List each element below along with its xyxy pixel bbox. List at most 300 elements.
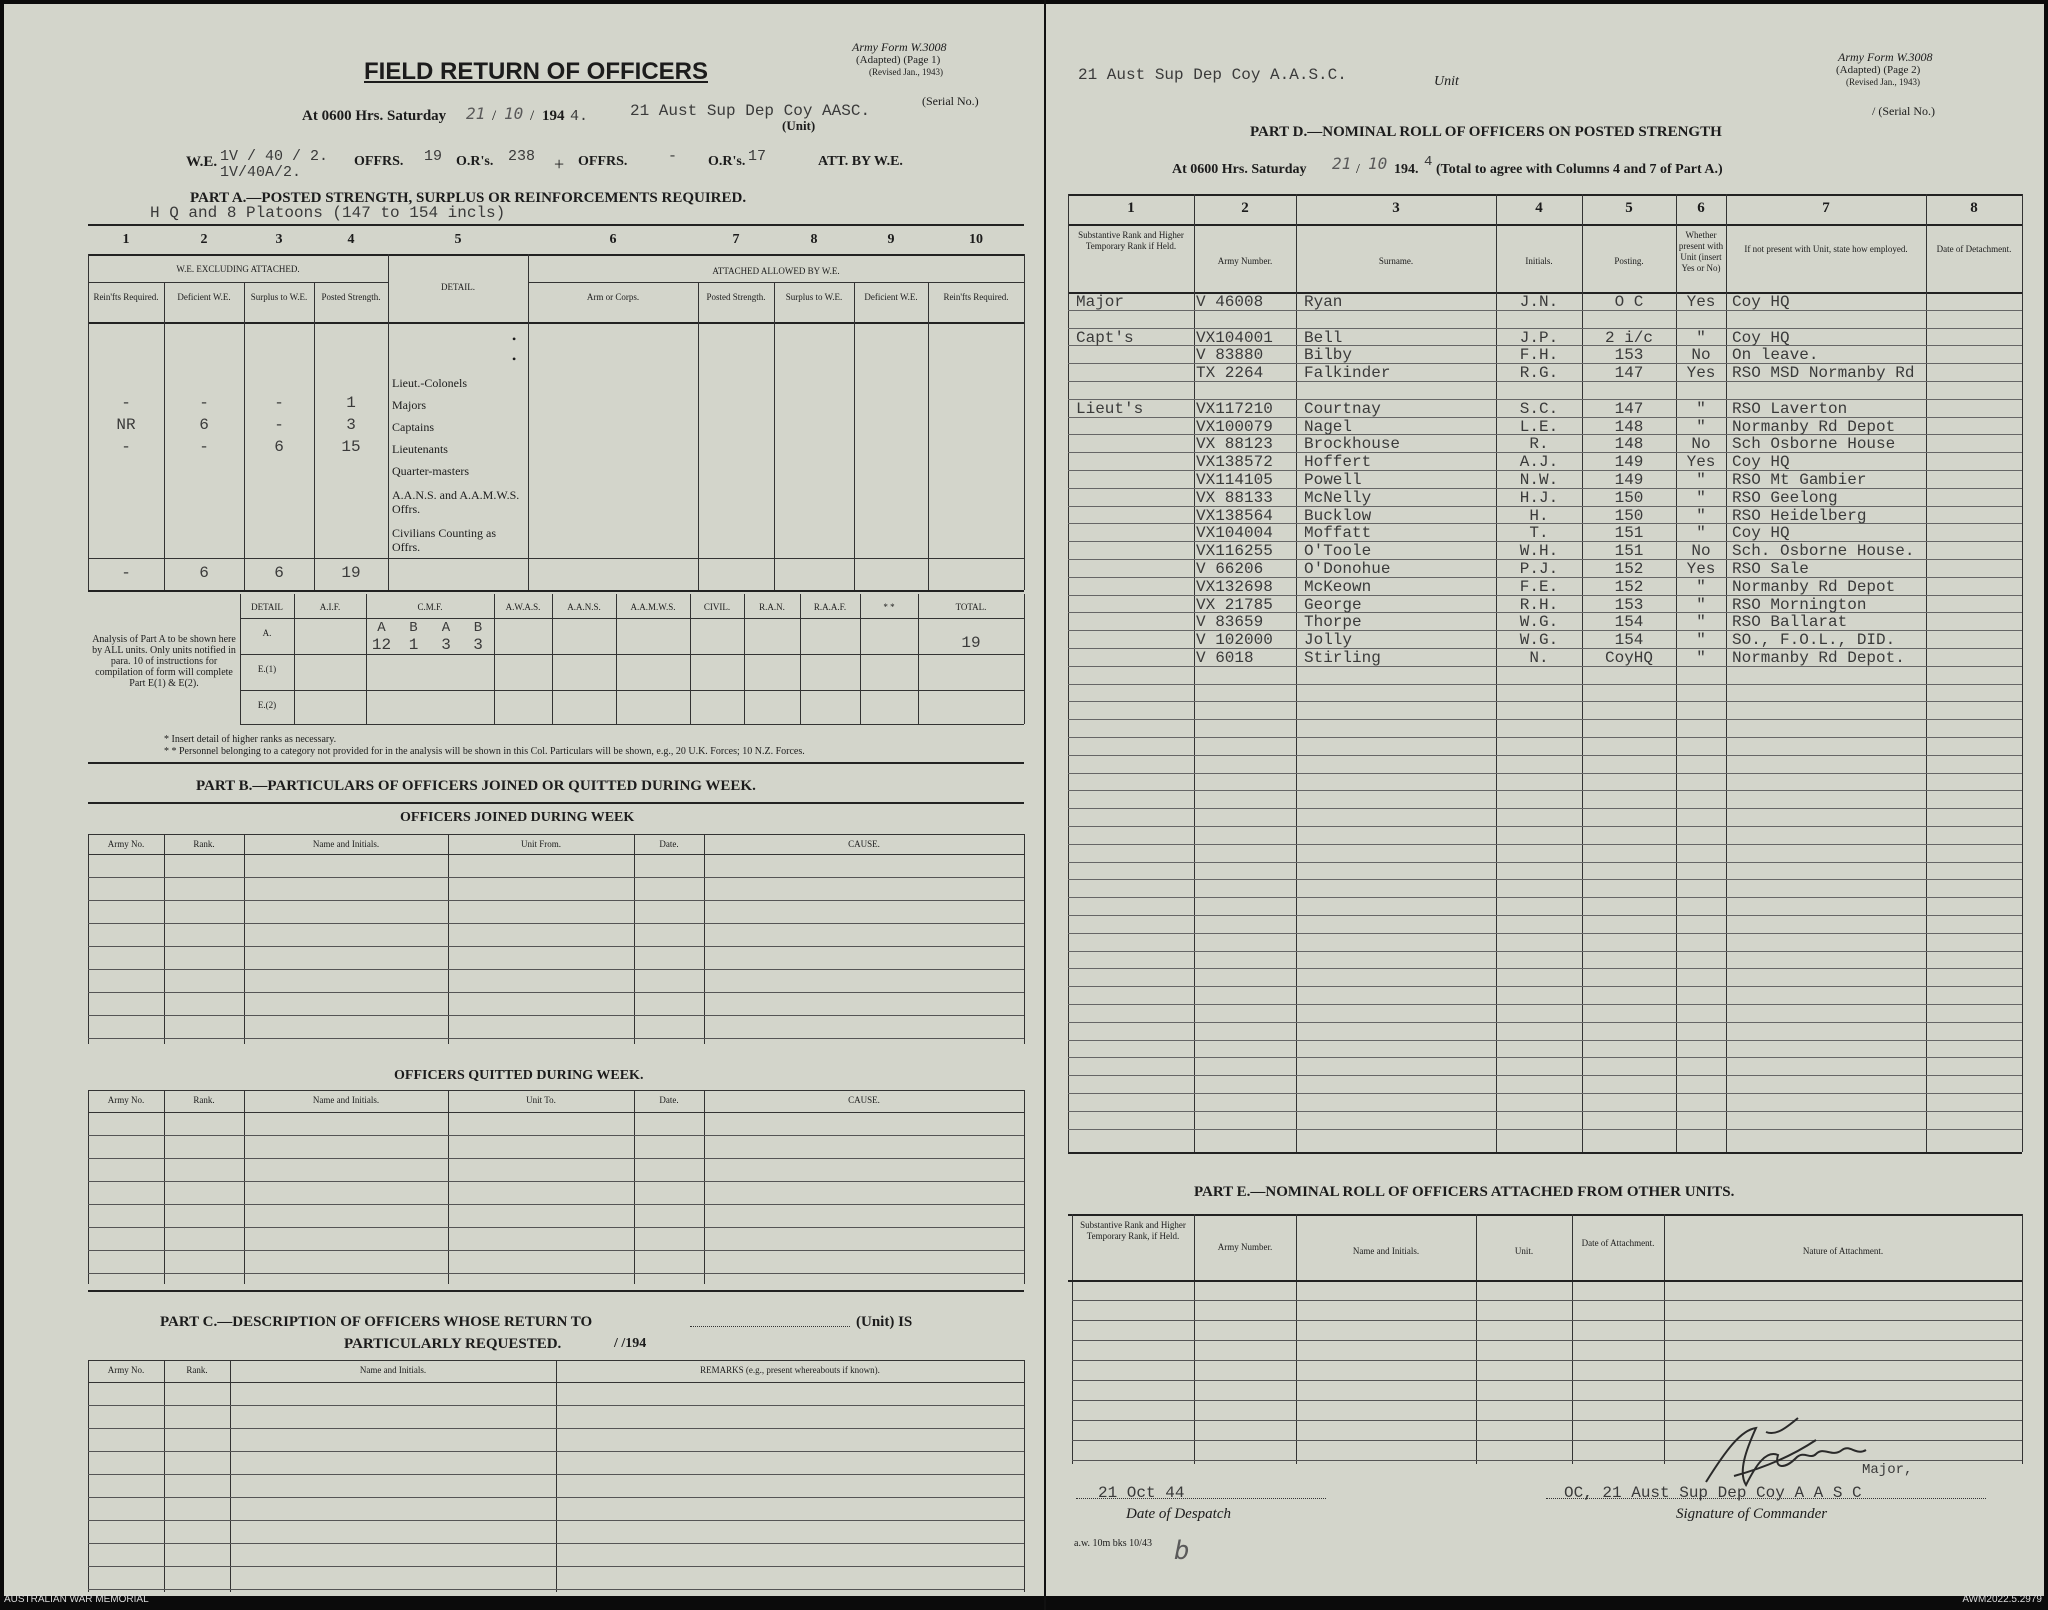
rank-value-1-c4: 1 bbox=[346, 394, 356, 412]
part-e-title: PART E.—NOMINAL ROLL OF OFFICERS ATTACHED FROM OTHER UNITS. bbox=[1194, 1184, 1735, 1200]
analysis-value-2: 3 bbox=[441, 636, 451, 654]
roll-init-14: W.H. bbox=[1519, 542, 1559, 560]
total-c2: 6 bbox=[199, 564, 209, 582]
form-line bbox=[1068, 719, 2022, 720]
att-label: ATT. BY W.E. bbox=[818, 154, 903, 169]
roll-no-3: V 83880 bbox=[1196, 346, 1264, 364]
roll-name-12: Bucklow bbox=[1304, 507, 1372, 525]
form-line bbox=[244, 834, 245, 1044]
part-c-title-1: PART C.—DESCRIPTION OF OFFICERS WHOSE RETURN TO bbox=[160, 1314, 593, 1330]
we-value-2: 1V/40A/2. bbox=[220, 164, 302, 181]
p2-col-number-5: 5 bbox=[1625, 200, 1633, 216]
form-line bbox=[1194, 194, 1195, 1152]
plus-sign: + bbox=[554, 154, 565, 174]
time-prefix-p2: At 0600 Hrs. Saturday bbox=[1172, 162, 1307, 177]
form-line bbox=[1068, 1075, 2022, 1076]
date-month-p2: 10 bbox=[1368, 154, 1388, 173]
we-excl-label: W.E. EXCLUDING ATTACHED. bbox=[176, 264, 300, 274]
roll-init-2: J.P. bbox=[1519, 329, 1559, 347]
roll-emp-7: Normanby Rd Depot bbox=[1732, 418, 1896, 436]
date-day: 21 bbox=[466, 104, 486, 123]
roll-name-11: McNelly bbox=[1304, 489, 1372, 507]
col-number-3: 3 bbox=[275, 232, 283, 247]
part-b-title: PART B.—PARTICULARS OF OFFICERS JOINED OR QUITTED DURING WEEK. bbox=[196, 778, 756, 794]
col-number-2: 2 bbox=[200, 232, 208, 247]
date-month: 10 bbox=[504, 104, 524, 123]
col-number-5: 5 bbox=[454, 232, 462, 247]
col-head-9: Rein'fts Required. bbox=[943, 292, 1009, 302]
roll-post-11: 150 bbox=[1614, 489, 1644, 507]
roll-no-13: VX104004 bbox=[1196, 524, 1273, 542]
roll-present-9: Yes bbox=[1686, 453, 1716, 471]
roll-name-9: Hoffert bbox=[1304, 453, 1372, 471]
form-line bbox=[552, 594, 553, 724]
ors-label-1: O.R's. bbox=[456, 154, 494, 169]
form-line bbox=[1068, 1093, 2022, 1094]
ors-label-2: O.R's. bbox=[708, 154, 746, 169]
roll-post-4: 147 bbox=[1614, 364, 1644, 382]
roll-no-4: TX 2264 bbox=[1196, 364, 1264, 382]
roll-name-2: Bell bbox=[1304, 329, 1343, 347]
analysis-head-0: DETAIL bbox=[251, 602, 283, 612]
form-line bbox=[88, 1360, 89, 1592]
form-line bbox=[164, 834, 165, 1044]
rank-value-3-c3: 6 bbox=[274, 438, 284, 456]
form-adapted-p2: (Adapted) (Page 2) bbox=[1836, 64, 1921, 76]
sign-label: Signature of Commander bbox=[1676, 1506, 1828, 1522]
we-label: W.E. bbox=[186, 154, 218, 170]
part-c-unit: (Unit) IS bbox=[856, 1314, 913, 1330]
p1-partc-head-1: Rank. bbox=[186, 1365, 208, 1375]
date-year-digit: 4. bbox=[570, 108, 589, 125]
roll-no-6: VX117210 bbox=[1196, 400, 1273, 418]
total-c4: 19 bbox=[341, 564, 361, 582]
form-line bbox=[1068, 897, 2022, 898]
unit-label: (Unit) bbox=[782, 118, 816, 133]
roll-post-15: 152 bbox=[1614, 560, 1644, 578]
roll-post-12: 150 bbox=[1614, 507, 1644, 525]
date-year-p2: 194. bbox=[1394, 162, 1419, 177]
unit-typed-p2: 21 Aust Sup Dep Coy A.A.S.C. bbox=[1078, 66, 1347, 84]
form-line bbox=[1476, 1214, 1477, 1464]
analysis-head-3: A.W.A.S. bbox=[505, 602, 541, 612]
roll-present-17: " bbox=[1696, 596, 1706, 614]
joined-title: OFFICERS JOINED DURING WEEK bbox=[400, 810, 635, 825]
despatch-date: 21 Oct 44 bbox=[1098, 1484, 1185, 1502]
roll-no-19: V 102000 bbox=[1196, 631, 1273, 649]
col-head-2: Deficient W.E. bbox=[177, 292, 231, 302]
form-line bbox=[1664, 1214, 1665, 1464]
roll-no-14: VX116255 bbox=[1196, 542, 1273, 560]
p2-col-number-2: 2 bbox=[1241, 200, 1249, 216]
form-page-2: 21 Aust Sup Dep Coy A.A.S.C. Unit Army Form W.3008 (Adapted) (Page 2) (Revised Jan., 1943) / (Serial No.) PART D.—NOMINAL ROLL OF OFFICERS ON POSTED STRENGTH At 0600 Hrs. Saturday 21 / 10 194. 4 (Total to agree with Columns 4 and 7 of Part A.) 1 2 3 4 5 6 7 8 Substantive Rank and Higher Temporary Rank if Held. Army Number. Surname. Initials. Posting. Whether present with Unit (insert Yes or No) If not present with Unit, state how employed. Date of Detachment. Major V 46008 Ryan J.N. O C Yes Coy HQ Capt's VX104001 Bell J.P. 2 i/c " Coy HQ V 83880 Bilby F.H. 153 No On leave. TX 2264 Falkinder R.G. 147 Yes RSO MSD Normanby Rd Lieut's VX117210 Courtnay S.C. 147 " RSO Laverton VX100079 Nagel L.E. 148 " Normanby Rd Depot VX 88123 Brockhouse R. 148 No Sch Osborne House VX138572 Hoffert A.J. 149 Yes Coy HQ VX114105 Powell N.W. 149 " RSO Mt Gambier VX 88133 McNelly H.J. 150 " RSO Geelong VX138564 Bucklow H. 150 " RSO Heidelberg VX104004 Moffatt T. 151 " Coy HQ VX116255 O'Toole W.H. 151 No Sch. Osborne House. V 66206 O'Donohue P.J. 152 Yes RSO Sale VX132698 McKeown F.E. 152 " Normanby Rd Depot VX 21785 George R.H. 153 " RSO Mornington V 83659 Thorpe W.G. 154 " RSO Ballarat V 102000 Jolly W.G. 154 " SO., F.O.L., DID. V 6018 Stirling N. CoyHQ " Normanby Rd Depot. PART E.—NOMINAL ROLL OF OFFICERS ATTACHED FROM OTHER UNITS. Substantive Rank and Higher Temporary Rank, if Held. Army Number. Name and Initials. Unit. Date of Attachment. Nature of Attachment. 21 Oct 44 Date of Despatch Major, OC, 21 Aust Sup Dep Coy A A S C Signature of Commander a.w. 10m bks 10/43 b bbox=[1046, 4, 2044, 1596]
roll-emp-4: RSO MSD Normanby Rd bbox=[1732, 364, 1915, 382]
form-line bbox=[88, 1250, 1024, 1251]
col-head-4: Posted Strength. bbox=[321, 292, 381, 302]
detail-label: DETAIL. bbox=[440, 282, 476, 292]
form-revised-p2: (Revised Jan., 1943) bbox=[1846, 77, 1920, 87]
roll-no-20: V 6018 bbox=[1196, 649, 1254, 667]
roll-no-7: VX100079 bbox=[1196, 418, 1273, 436]
form-line bbox=[1726, 194, 1727, 1152]
roll-post-17: 153 bbox=[1614, 596, 1644, 614]
footer-left: AUSTRALIAN WAR MEMORIAL bbox=[4, 1594, 149, 1605]
form-line bbox=[1068, 684, 2022, 685]
roll-name-18: Thorpe bbox=[1304, 613, 1362, 631]
rank-value-3-c4: 15 bbox=[341, 438, 361, 456]
form-line bbox=[88, 946, 1024, 947]
rank-label-2: Captains bbox=[392, 420, 434, 434]
roll-init-16: F.E. bbox=[1519, 578, 1559, 596]
form-line bbox=[88, 1451, 1024, 1452]
part-c-date: / /194 bbox=[614, 1336, 647, 1351]
p1-partc-head-3: REMARKS (e.g., present whereabouts if known). bbox=[700, 1365, 880, 1375]
p1-joined-head-2: Name and Initials. bbox=[312, 839, 380, 849]
form-line bbox=[1024, 834, 1025, 1044]
form-line bbox=[88, 1520, 1024, 1521]
form-line bbox=[88, 992, 1024, 993]
roll-present-18: " bbox=[1696, 613, 1706, 631]
analysis-value-3: 3 bbox=[473, 636, 483, 654]
roll-name-8: Brockhouse bbox=[1304, 435, 1401, 453]
p2-col-number-7: 7 bbox=[1822, 200, 1830, 216]
form-line bbox=[1068, 1040, 2022, 1041]
roll-present-10: " bbox=[1696, 471, 1706, 489]
form-line bbox=[1068, 773, 2022, 774]
p2-col-head-1: Substantive Rank and Higher Temporary Rank if Held. bbox=[1078, 230, 1184, 251]
date-digit-p2: 4 bbox=[1424, 154, 1433, 170]
form-line bbox=[294, 594, 295, 724]
roll-present-15: Yes bbox=[1686, 560, 1716, 578]
form-title: FIELD RETURN OF OFFICERS bbox=[364, 58, 708, 85]
roll-init-6: S.C. bbox=[1519, 400, 1559, 418]
analysis-head-7: R.A.N. bbox=[759, 602, 785, 612]
sign-rank: Major, bbox=[1862, 1462, 1913, 1478]
form-page-1: FIELD RETURN OF OFFICERS Army Form W.3008 (Adapted) (Page 1) (Revised Jan., 1943) (Serial No.) At 0600 Hrs. Saturday 21 / 10 / 194 4. 21 Aust Sup Dep Coy AASC. (Unit) W.E. 1V / 40 / 2. 1V/40A/2. OFFRS. 19 O.R's. 238 + OFFRS. - O.R's. 17 ATT. BY W.E. PART A.—POSTED STRENGTH, SURPLUS OR REINFORCEMENTS REQUIRED. H Q and 8 Platoons (147 to 154 incls) 1 2 3 4 5 6 7 8 9 10 W.E. EXCLUDING ATTACHED. DETAIL. ATTACHED ALLOWED BY W.E. Rein'fts Required. Deficient W.E. Surplus to W.E. Posted Strength. Arm or Corps. Posted Strength. Surplus to W.E. Deficient W.E. Rein'fts Required. Lieut.-Colonels Majors Captains Lieutenants Quarter-masters A.A.N.S. and A.A.M.W.S. Offrs. Civilians Counting as Offrs. • • - - - 1 NR 6 - 3 - - 6 15 - 6 6 19 Analysis of Part A to be shown here by ALL units. Only units notified in para. 10 of instructions for compilation of form will complete Part E(1) & E(2). DETAIL A.I.F. C.M.F. A.W.A.S. A.A.N.S. A.A.M.W.S. CIVIL. R.A.N. R.A.A.F. * * TOTAL. A. E.(1) E.(2) A 12 B 1 A 3 B 3 19 * Insert detail of higher ranks as necessary. * * Personnel belonging to a category not provided for in the analysis will be shown in this Col. Particulars will be shown, e.g., 20 U.K. Forces; 10 N.Z. Forces. PART B.—PARTICULARS OF OFFICERS JOINED OR QUITTED DURING WEEK. OFFICERS JOINED DURING WEEK Army No. Rank. Name and Initials. Unit From. Date. CAUSE. OFFICERS QUITTED DURING WEEK. Army No. Rank. Name and Initials. Unit To. Date. CAUSE. PART C.—DESCRIPTION OF OFFICERS WHOSE RETURN TO (Unit) IS PARTICULARLY REQUESTED. / /194 Army No. Rank. Name and Initials. REMARKS (e.g., present whereabouts if known). bbox=[4, 4, 1044, 1596]
roll-post-2: 2 i/c bbox=[1604, 329, 1653, 347]
form-line bbox=[1926, 194, 1927, 1152]
form-line bbox=[88, 1589, 1024, 1590]
roll-emp-17: RSO Mornington bbox=[1732, 596, 1867, 614]
p2-col-number-8: 8 bbox=[1970, 200, 1978, 216]
analysis-total: 19 bbox=[961, 634, 981, 652]
total-c1: - bbox=[121, 564, 131, 582]
part-e-head-4: Date of Attachment. bbox=[1581, 1238, 1655, 1248]
form-line bbox=[88, 1090, 89, 1284]
form-line bbox=[800, 594, 801, 724]
roll-present-4: Yes bbox=[1686, 364, 1716, 382]
roll-present-19: " bbox=[1696, 631, 1706, 649]
p2-col-head-7: If not present with Unit, state how employed. bbox=[1744, 244, 1908, 254]
roll-name-19: Jolly bbox=[1304, 631, 1353, 649]
roll-emp-8: Sch Osborne House bbox=[1732, 435, 1896, 453]
form-line bbox=[1068, 986, 2022, 987]
rank-label-6: Civilians Counting as Offrs. bbox=[392, 526, 497, 554]
roll-post-7: 148 bbox=[1614, 418, 1644, 436]
roll-name-20: Stirling bbox=[1304, 649, 1381, 667]
despatch-label: Date of Despatch bbox=[1126, 1506, 1231, 1522]
form-line bbox=[88, 1158, 1024, 1159]
roll-rank-0: Major bbox=[1076, 293, 1125, 311]
analysis-row-1: E.(1) bbox=[257, 664, 277, 674]
analysis-head-10: TOTAL. bbox=[955, 602, 987, 612]
form-line bbox=[366, 594, 367, 724]
roll-name-17: George bbox=[1304, 596, 1362, 614]
roll-no-16: VX132698 bbox=[1196, 578, 1273, 596]
form-line bbox=[1068, 879, 2022, 880]
p1-quitted-head-4: Date. bbox=[659, 1095, 679, 1105]
roll-name-3: Bilby bbox=[1304, 346, 1353, 364]
form-line bbox=[88, 1015, 1024, 1016]
form-line bbox=[88, 877, 1024, 878]
form-line bbox=[448, 834, 449, 1044]
roll-present-12: " bbox=[1696, 507, 1706, 525]
col-head-7: Surplus to W.E. bbox=[785, 292, 843, 302]
roll-name-14: O'Toole bbox=[1304, 542, 1372, 560]
roll-init-0: J.N. bbox=[1519, 293, 1559, 311]
roll-name-10: Powell bbox=[1304, 471, 1362, 489]
roll-init-19: W.G. bbox=[1519, 631, 1559, 649]
form-line bbox=[1068, 844, 2022, 845]
roll-post-20: CoyHQ bbox=[1604, 649, 1653, 667]
roll-name-6: Courtnay bbox=[1304, 400, 1381, 418]
form-line bbox=[1068, 808, 2022, 809]
p1-quitted-head-3: Unit To. bbox=[526, 1095, 556, 1105]
part-e-head-3: Unit. bbox=[1514, 1246, 1534, 1256]
form-line bbox=[88, 1474, 1024, 1475]
roll-emp-9: Coy HQ bbox=[1732, 453, 1790, 471]
roll-emp-6: RSO Laverton bbox=[1732, 400, 1848, 418]
roll-emp-11: RSO Geelong bbox=[1732, 489, 1838, 507]
p1-quitted-head-1: Rank. bbox=[193, 1095, 215, 1105]
footnote-1: * Insert detail of higher ranks as necessary. bbox=[164, 734, 337, 745]
analysis-head-6: CIVIL. bbox=[703, 602, 731, 612]
roll-present-13: " bbox=[1696, 524, 1706, 542]
form-line bbox=[1072, 1320, 2022, 1321]
form-line bbox=[1194, 1214, 1195, 1464]
offrs-value-1: 19 bbox=[424, 148, 443, 165]
form-line bbox=[1296, 194, 1297, 1152]
form-line bbox=[1068, 1111, 2022, 1112]
roll-post-9: 149 bbox=[1614, 453, 1644, 471]
form-line bbox=[1572, 1214, 1573, 1464]
col-number-6: 6 bbox=[609, 232, 617, 247]
p1-joined-head-5: CAUSE. bbox=[848, 839, 880, 849]
roll-name-7: Nagel bbox=[1304, 418, 1353, 436]
roll-post-14: 151 bbox=[1614, 542, 1644, 560]
roll-present-11: " bbox=[1696, 489, 1706, 507]
p2-col-number-3: 3 bbox=[1392, 200, 1400, 216]
roll-no-10: VX114105 bbox=[1196, 471, 1273, 489]
roll-init-17: R.H. bbox=[1519, 596, 1559, 614]
rank-label-4: Quarter-masters bbox=[392, 464, 470, 478]
roll-name-15: O'Donohue bbox=[1304, 560, 1391, 578]
date-year: 194 bbox=[542, 108, 565, 124]
total-c3: 6 bbox=[274, 564, 284, 582]
roll-emp-18: RSO Ballarat bbox=[1732, 613, 1848, 631]
rank-value-1-c2: - bbox=[199, 394, 209, 412]
roll-present-20: " bbox=[1696, 649, 1706, 667]
roll-name-4: Falkinder bbox=[1304, 364, 1391, 382]
offrs-value-2: - bbox=[668, 148, 678, 165]
roll-post-8: 148 bbox=[1614, 435, 1644, 453]
p1-quitted-head-2: Name and Initials. bbox=[312, 1095, 380, 1105]
rank-value-2-c4: 3 bbox=[346, 416, 356, 434]
roll-init-13: T. bbox=[1529, 524, 1549, 542]
form-revised: (Revised Jan., 1943) bbox=[869, 67, 943, 77]
total-note: (Total to agree with Columns 4 and 7 of Part A.) bbox=[1436, 162, 1723, 177]
roll-init-3: F.H. bbox=[1519, 346, 1559, 364]
roll-init-9: A.J. bbox=[1519, 453, 1559, 471]
sign-unit: OC, 21 Aust Sup Dep Coy A A S C bbox=[1564, 1484, 1862, 1502]
form-id-p2: Army Form W.3008 bbox=[1838, 50, 1933, 64]
offrs-label-2: OFFRS. bbox=[578, 154, 628, 169]
roll-present-8: No bbox=[1691, 435, 1711, 453]
rank-value-3-c2: - bbox=[199, 438, 209, 456]
form-line bbox=[164, 1090, 165, 1284]
form-line bbox=[88, 900, 1024, 901]
col-number-7: 7 bbox=[732, 232, 740, 247]
rank-label-5: A.A.N.S. and A.A.M.W.S. Offrs. bbox=[392, 488, 520, 516]
form-line bbox=[230, 1360, 231, 1592]
footer-right: AWM2022.5.2979 bbox=[1962, 1594, 2042, 1605]
roll-post-16: 152 bbox=[1614, 578, 1644, 596]
form-line bbox=[1072, 1214, 1073, 1464]
form-line bbox=[1068, 862, 2022, 863]
roll-rank-6: Lieut's bbox=[1076, 400, 1144, 418]
we-value-1: 1V / 40 / 2. bbox=[220, 148, 329, 165]
roll-emp-20: Normanby Rd Depot. bbox=[1732, 649, 1905, 667]
form-line bbox=[634, 834, 635, 1044]
roll-name-16: McKeown bbox=[1304, 578, 1372, 596]
analysis-note: Analysis of Part A to be shown here by ALL units. Only units notified in para. 10 of instructions for compilation of form will complete Part E(1) & E(2). bbox=[92, 634, 236, 689]
form-line bbox=[2022, 194, 2023, 1152]
form-line bbox=[1068, 194, 1069, 1152]
roll-init-8: R. bbox=[1529, 435, 1549, 453]
p2-col-number-1: 1 bbox=[1127, 200, 1135, 216]
time-prefix: At 0600 Hrs. Saturday bbox=[302, 108, 447, 124]
form-line bbox=[1072, 1300, 2022, 1301]
analysis-value-1: 1 bbox=[408, 636, 419, 654]
form-line bbox=[164, 1360, 165, 1592]
roll-no-12: VX138564 bbox=[1196, 507, 1273, 525]
form-line bbox=[1068, 1057, 2022, 1058]
roll-no-15: V 66206 bbox=[1196, 560, 1264, 578]
p1-joined-head-4: Date. bbox=[659, 839, 679, 849]
part-e-head-5: Nature of Attachment. bbox=[1802, 1246, 1884, 1256]
p2-col-head-8: Date of Detachment. bbox=[1936, 244, 2012, 254]
rank-value-2-c1: NR bbox=[116, 416, 136, 434]
roll-post-13: 151 bbox=[1614, 524, 1644, 542]
form-line bbox=[1024, 1090, 1025, 1284]
form-line bbox=[88, 1273, 1024, 1274]
unit-label-p2: Unit bbox=[1434, 74, 1459, 89]
form-line bbox=[1068, 951, 2022, 952]
rank-value-2-c3: - bbox=[274, 416, 284, 434]
roll-emp-2: Coy HQ bbox=[1732, 329, 1790, 347]
form-line bbox=[1068, 1129, 2022, 1130]
p2-col-head-6: Whether present with Unit (insert Yes or No) bbox=[1678, 230, 1724, 273]
roll-name-0: Ryan bbox=[1304, 293, 1343, 311]
printer-note: a.w. 10m bks 10/43 bbox=[1074, 1538, 1152, 1549]
form-line bbox=[494, 594, 495, 724]
roll-emp-3: On leave. bbox=[1732, 346, 1819, 364]
roll-name-13: Moffatt bbox=[1304, 524, 1372, 542]
col-head-6: Posted Strength. bbox=[706, 292, 766, 302]
roll-rank-2: Capt's bbox=[1076, 329, 1134, 347]
form-line bbox=[1072, 1340, 2022, 1341]
col-number-1: 1 bbox=[122, 232, 130, 247]
form-line bbox=[1072, 1380, 2022, 1381]
analysis-row-0: A. bbox=[262, 628, 272, 638]
unit-typed: 21 Aust Sup Dep Coy AASC. bbox=[630, 102, 871, 120]
form-line bbox=[1068, 933, 2022, 934]
part-a-title: PART A.—POSTED STRENGTH, SURPLUS OR REINFORCEMENTS REQUIRED. bbox=[190, 190, 747, 206]
part-e-head-1: Army Number. bbox=[1217, 1242, 1273, 1252]
form-line bbox=[1072, 1400, 2022, 1401]
form-line bbox=[1068, 737, 2022, 738]
rank-label-1: Majors bbox=[392, 398, 426, 412]
roll-init-12: H. bbox=[1529, 507, 1549, 525]
analysis-sub-1: B bbox=[409, 620, 418, 636]
roll-emp-15: RSO Sale bbox=[1732, 560, 1809, 578]
roll-init-18: W.G. bbox=[1519, 613, 1559, 631]
roll-init-7: L.E. bbox=[1519, 418, 1559, 436]
form-line bbox=[1068, 701, 2022, 702]
col-head-8: Deficient W.E. bbox=[864, 292, 918, 302]
form-line bbox=[88, 1038, 1024, 1039]
p2-col-head-5: Posting. bbox=[1614, 256, 1644, 266]
roll-no-0: V 46008 bbox=[1196, 293, 1264, 311]
roll-present-0: Yes bbox=[1686, 293, 1716, 311]
analysis-value-0: 12 bbox=[371, 636, 392, 654]
analysis-row-2: E.(2) bbox=[257, 700, 277, 710]
date-day-p2: 21 bbox=[1332, 154, 1352, 173]
col-head-3: Surplus to W.E. bbox=[250, 292, 308, 302]
analysis-head-8: R.A.A.F. bbox=[813, 602, 847, 612]
form-line bbox=[1296, 1214, 1297, 1464]
roll-no-2: VX104001 bbox=[1196, 329, 1273, 347]
handwritten-mark: b bbox=[1174, 1536, 1190, 1566]
analysis-head-2: C.M.F. bbox=[417, 602, 443, 612]
form-line bbox=[690, 594, 691, 724]
form-line bbox=[88, 1135, 1024, 1136]
roll-post-18: 154 bbox=[1614, 613, 1644, 631]
form-line bbox=[88, 1428, 1024, 1429]
roll-present-14: No bbox=[1691, 542, 1711, 560]
analysis-sub-0: A bbox=[377, 620, 386, 636]
form-line bbox=[744, 594, 745, 724]
form-line bbox=[1068, 790, 2022, 791]
roll-emp-0: Coy HQ bbox=[1732, 293, 1790, 311]
p1-joined-head-3: Unit From. bbox=[520, 839, 561, 849]
form-line bbox=[704, 1090, 705, 1284]
form-line bbox=[88, 834, 89, 1044]
rank-label-0: Lieut.-Colonels bbox=[392, 376, 467, 390]
analysis-sub-3: B bbox=[473, 620, 483, 636]
col-number-8: 8 bbox=[810, 232, 818, 247]
part-a-typed: H Q and 8 Platoons (147 to 154 incls) bbox=[150, 204, 506, 222]
form-line bbox=[704, 834, 705, 1044]
form-line bbox=[556, 1360, 557, 1592]
serial-label: (Serial No.) bbox=[922, 94, 979, 108]
rank-value-2-c2: 6 bbox=[199, 416, 209, 434]
roll-post-10: 149 bbox=[1614, 471, 1644, 489]
form-line bbox=[88, 1181, 1024, 1182]
roll-init-11: H.J. bbox=[1519, 489, 1559, 507]
roll-init-4: R.G. bbox=[1519, 364, 1559, 382]
roll-no-9: VX138572 bbox=[1196, 453, 1273, 471]
